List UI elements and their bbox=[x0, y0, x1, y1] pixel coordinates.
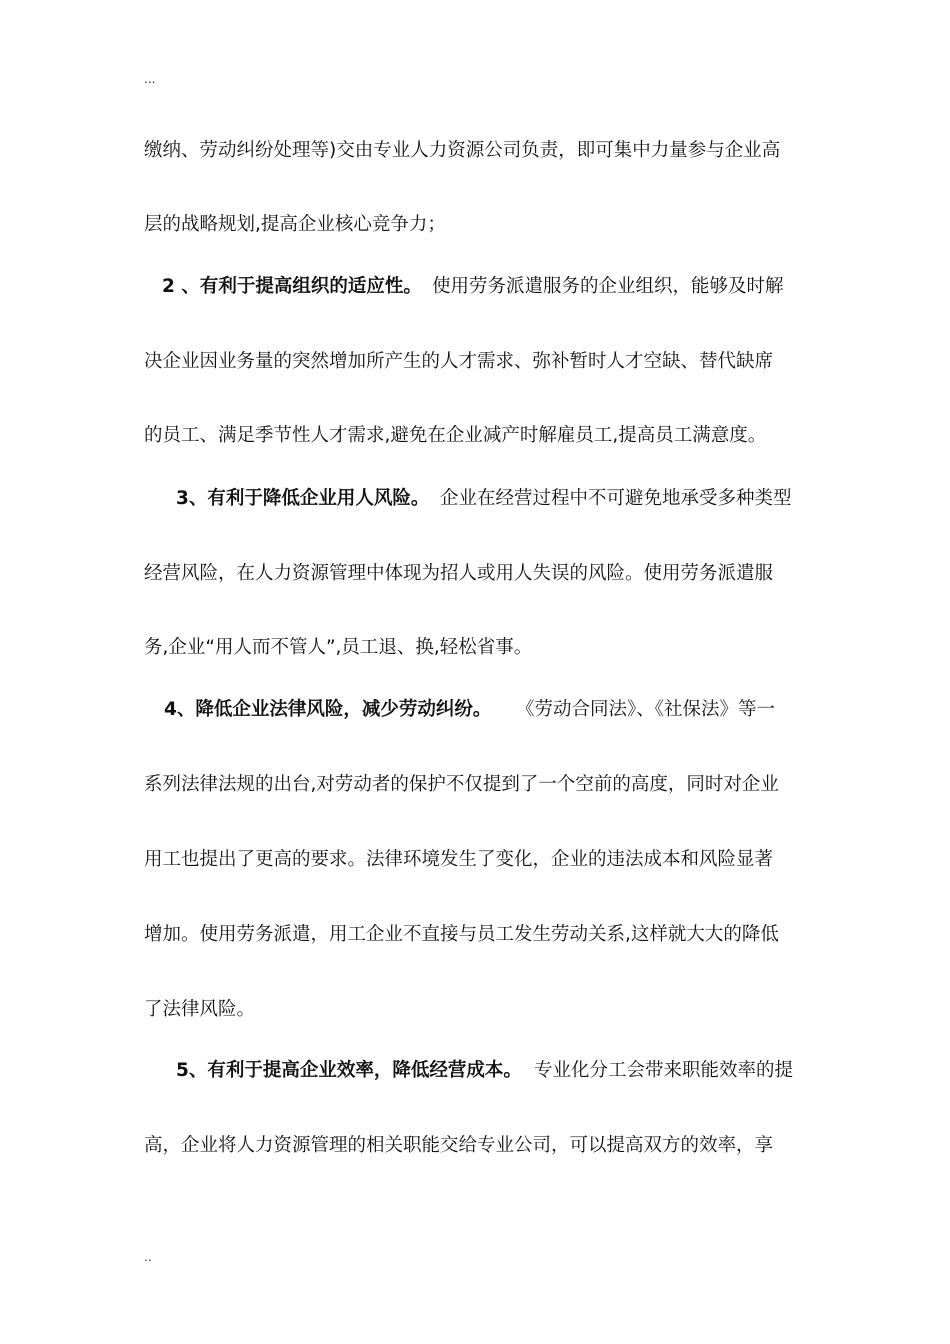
paragraph-heading-line bbox=[0, 272, 950, 302]
line-text: 层的战略规划,提高企业核心竞争力； bbox=[144, 214, 446, 235]
paragraph-heading-line bbox=[0, 1056, 950, 1086]
line-text: 增加。使用劳务派遣，用工企业不直接与员工发生劳动关系,这样就大大的降低 bbox=[144, 924, 779, 945]
text-line bbox=[0, 920, 950, 950]
text-line bbox=[0, 1131, 950, 1161]
line-text: 使用劳务派遣服务的企业组织，能够及时解 bbox=[432, 276, 784, 297]
line-text: 用工也提出了更高的要求。法律环境发生了变化，企业的违法成本和风险显著 bbox=[144, 849, 774, 870]
paragraph-heading-line bbox=[0, 484, 950, 514]
header-mark: ... bbox=[144, 72, 156, 86]
line-text: 经营风险，在人力资源管理中体现为招人或用人失误的风险。使用劳务派遣服 bbox=[144, 563, 774, 584]
text-line bbox=[0, 136, 950, 166]
paragraph-heading-line bbox=[0, 695, 950, 725]
text-line bbox=[0, 210, 950, 240]
point-heading-5: 5、有利于提高企业效率，降低经营成本。 bbox=[176, 1060, 522, 1081]
text-line bbox=[0, 559, 950, 589]
line-text: 缴纳、劳动纠纷处理等)交由专业人力资源公司负责，即可集中力量参与企业高 bbox=[144, 140, 781, 161]
line-text: 的员工、满足季节性人才需求,避免在企业减产时解雇员工,提高员工满意度。 bbox=[144, 425, 767, 446]
line-text: 《劳动合同法》、《社保法》等一 bbox=[516, 699, 776, 720]
point-heading-2: 2 、有利于提高组织的适应性。 bbox=[162, 276, 422, 297]
line-text: 系列法律法规的出台,对劳动者的保护不仅提到了一个空前的高度，同时对企业 bbox=[144, 774, 779, 795]
line-text: 专业化分工会带来职能效率的提 bbox=[534, 1060, 794, 1081]
point-heading-3: 3、有利于降低企业用人风险。 bbox=[176, 488, 430, 509]
text-line bbox=[0, 770, 950, 800]
text-line bbox=[0, 421, 950, 451]
line-text: 了法律风险。 bbox=[144, 999, 256, 1020]
line-text: 高，企业将人力资源管理的相关职能交给专业公司，可以提高双方的效率，享 bbox=[144, 1135, 774, 1156]
line-text: 决企业因业务量的突然增加所产生的人才需求、弥补暂时人才空缺、替代缺席 bbox=[144, 351, 774, 372]
text-line bbox=[0, 845, 950, 875]
text-line bbox=[0, 347, 950, 377]
footer-mark: .. bbox=[144, 1250, 152, 1264]
text-line bbox=[0, 995, 950, 1025]
line-text: 企业在经营过程中不可避免地承受多种类型 bbox=[440, 488, 792, 509]
text-line bbox=[0, 633, 950, 663]
line-text: 务,企业“用人而不管人”,员工退、换,轻松省事。 bbox=[144, 637, 533, 658]
point-heading-4: 4、降低企业法律风险，减少劳动纠纷。 bbox=[164, 699, 492, 720]
